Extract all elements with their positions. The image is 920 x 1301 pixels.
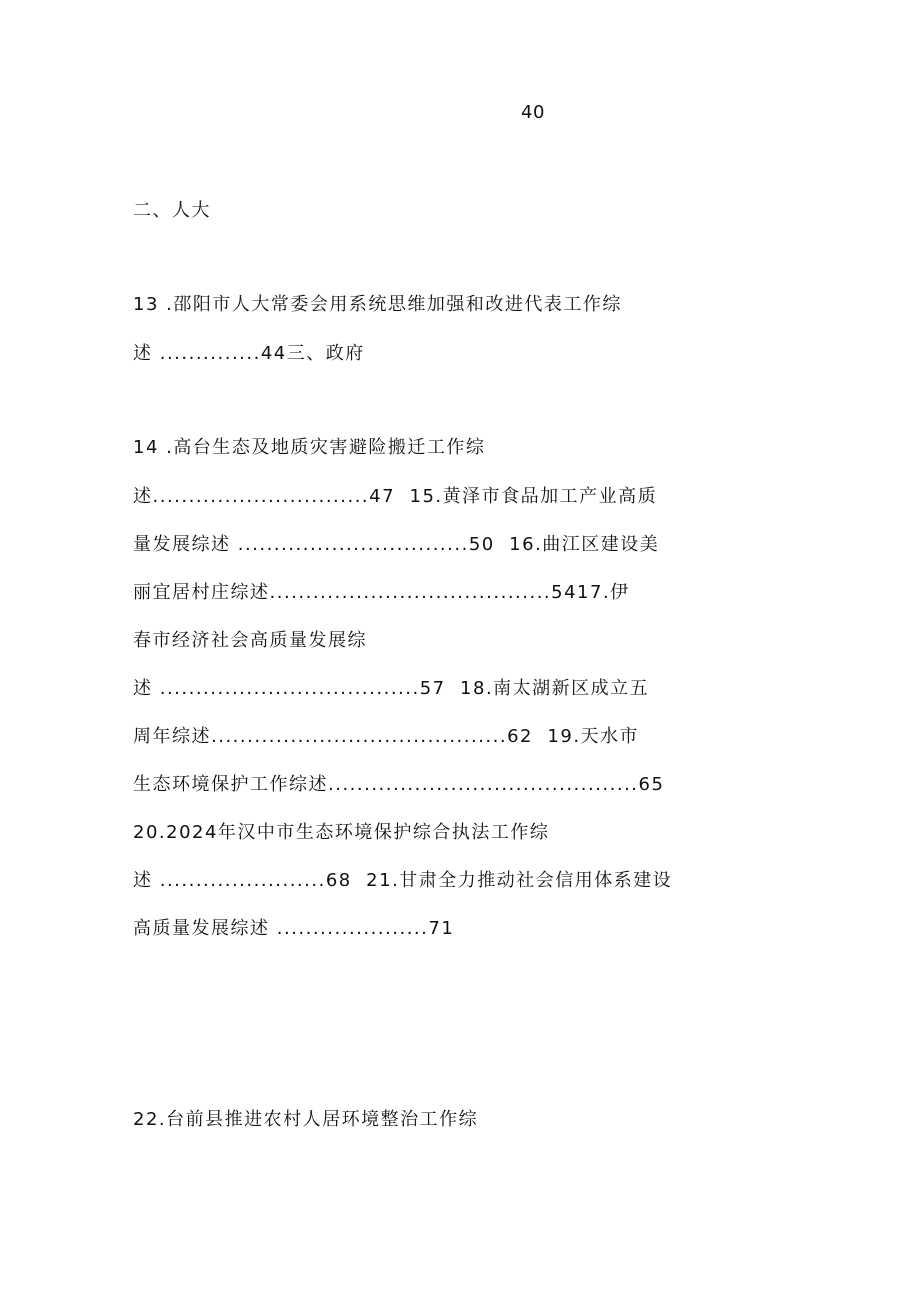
toc-line: 述 ....................................57 18.南太湖新区成立五 — [133, 678, 650, 699]
toc-line: 13 .邵阳市人大常委会用系统思维加强和改进代表工作综 — [133, 294, 622, 315]
toc-line: 春市经济社会高质量发展综 — [133, 630, 367, 651]
toc-line: 20.2024年汉中市生态环境保护综合执法工作综 — [133, 822, 550, 843]
toc-line: 22.台前县推进农村人居环境整治工作综 — [133, 1109, 479, 1130]
page-number: 40 — [521, 102, 545, 123]
toc-line: 述 ..............44三、政府 — [133, 343, 365, 364]
section-heading-renda: 二、人大 — [133, 200, 211, 221]
toc-line: 述..............................47 15.黄泽市食品加工产业高质 — [133, 486, 658, 507]
toc-line: 量发展综述 ................................50 16.曲江区建设美 — [133, 534, 660, 555]
toc-line: 述 .......................68 21.甘肃全力推动社会信用体系建设 — [133, 870, 673, 891]
toc-line: 周年综述.........................................62 19.天水市 — [133, 726, 640, 747]
toc-line: 丽宜居村庄综述.......................................5417.伊 — [133, 582, 630, 603]
toc-line: 生态环境保护工作综述...........................................65 — [133, 774, 665, 795]
toc-line: 14 .高台生态及地质灾害避险搬迁工作综 — [133, 437, 486, 458]
toc-line: 高质量发展综述 .....................71 — [133, 918, 455, 939]
